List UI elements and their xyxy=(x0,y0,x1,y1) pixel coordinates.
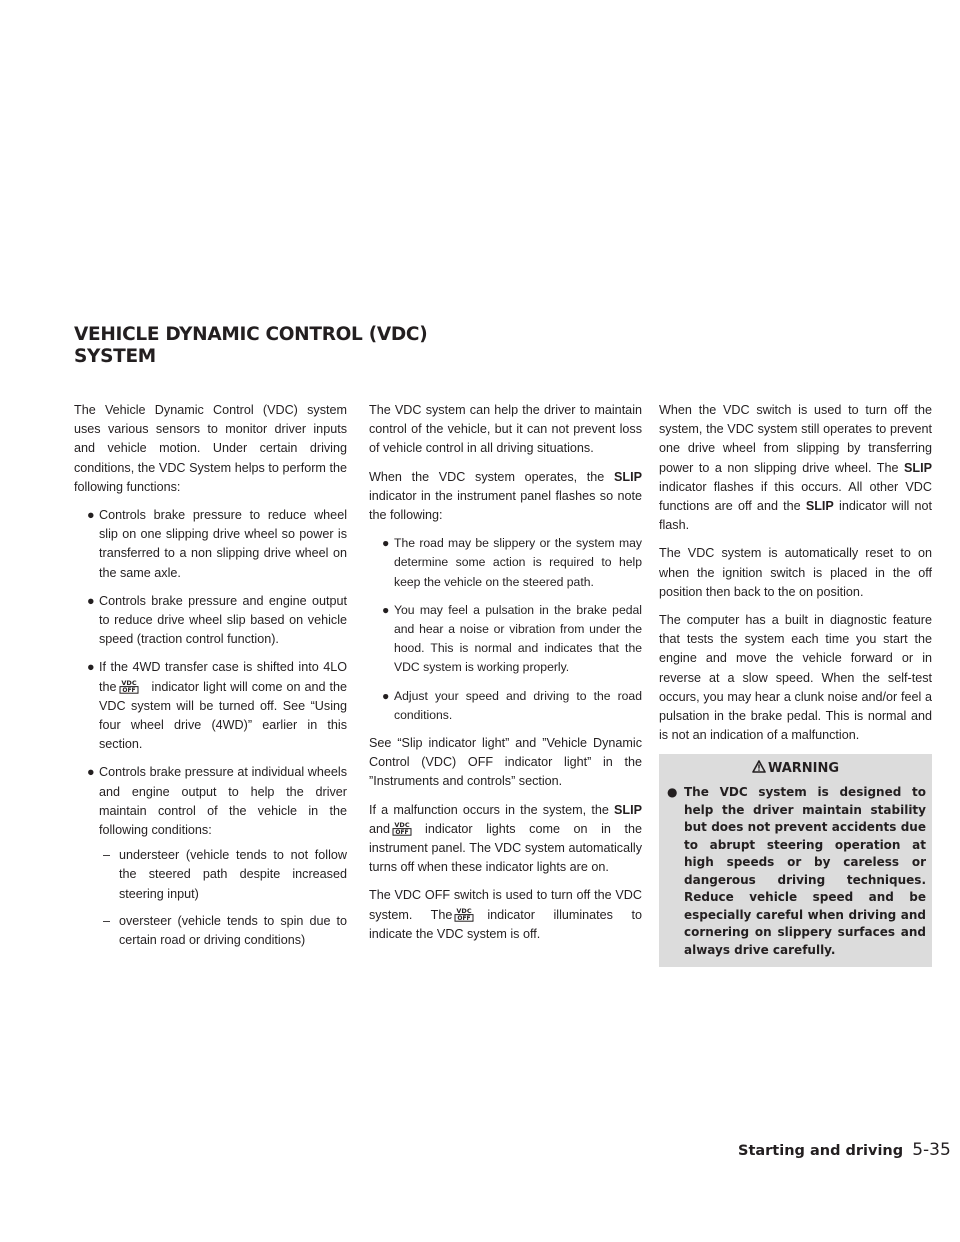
bullet-icon: ● xyxy=(87,593,95,608)
paragraph: The VDC system can help the driver to maintain control of the vehicle, but it can not prevent loss of vehicle control in all driving situations. xyxy=(369,403,642,456)
slip-term: SLIP xyxy=(614,802,642,817)
vdc-off-indicator-icon xyxy=(119,679,139,694)
page-number: 5-35 xyxy=(912,1140,951,1160)
vdc-off-indicator-icon xyxy=(454,907,474,922)
footer-section-name: Starting and driving xyxy=(738,1143,904,1159)
slip-term: SLIP xyxy=(614,469,643,484)
warning-box xyxy=(659,754,932,967)
column-1 xyxy=(74,401,347,959)
list-item: ● You may feel a pulsation in the brake pedal and hear a noise or vibration from under the hood. This is normal and indicates that the VDC system is working properly. xyxy=(382,602,642,675)
section-title: VEHICLE DYNAMIC CONTROL (VDC) SYSTEM xyxy=(74,324,428,367)
slip-term: SLIP xyxy=(805,499,834,514)
paragraph: See “Slip indicator light” and ”Vehicle Dynamic Control (VDC) OFF indicator light” in the ”Instruments and controls” section. xyxy=(369,736,642,789)
paragraph: If a malfunction occurs in the system, the SLIP and indicator lights come on in the instrument panel. The VDC system automatically turns off when these indicator lights are on. xyxy=(369,802,642,875)
paragraph: The VDC OFF switch is used to turn off the VDC system. The indicator illuminates to indicate the VDC system is off. xyxy=(369,888,642,941)
paragraph: When the VDC switch is used to turn off the system, the VDC system still operates to prevent one drive wheel from slipping by transferring power to a non slipping drive wheel. The SLIP indicator flashes if this occurs. All other VDC functions are off and the SLIP indicator will not flash. xyxy=(659,403,932,533)
list-item: ● If the 4WD transfer case is shifted into 4LO the indicator light will come on and the VDC system will be turned off. See “Using four wheel drive (4WD)” earlier in this section. xyxy=(87,660,347,752)
paragraph: The VDC system is automatically reset to on when the ignition switch is placed in the off position then back to the on position. xyxy=(659,546,932,599)
column-3 xyxy=(659,401,932,967)
list-item: ● Controls brake pressure at individual wheels and engine output to help the driver maintain control of the vehicle in the following conditions: – understeer (vehicle tends to not follow the steered path despite increased steering input) – oversteer (vehicle tends to spin due to certain road or driving conditions) xyxy=(74,763,347,950)
warning-heading: WARNING xyxy=(665,760,926,778)
vdc-off-indicator-icon xyxy=(392,821,412,836)
list-item: – oversteer (vehicle tends to spin due to certain road or driving conditions) xyxy=(103,913,347,948)
function-list xyxy=(74,506,347,950)
bullet-icon: ● xyxy=(667,785,678,800)
warning-list xyxy=(665,784,926,959)
condition-list xyxy=(99,846,347,950)
page-footer xyxy=(738,1140,951,1160)
dash-icon: – xyxy=(103,913,111,928)
slip-term: SLIP xyxy=(904,460,932,475)
paragraph: When the VDC system operates, the SLIP indicator in the instrument panel flashes so note the following: xyxy=(369,469,643,523)
intro-paragraph: The Vehicle Dynamic Control (VDC) system uses various sensors to monitor driver inputs and vehicle motion. Under certain driving conditions, the VDC System helps to perform the following functions: xyxy=(74,403,347,494)
warning-triangle-icon xyxy=(752,760,766,773)
list-item: – understeer (vehicle tends to not follow the steered path despite increased steering input) xyxy=(103,848,347,901)
bullet-icon: ● xyxy=(382,602,390,617)
dash-icon: – xyxy=(103,848,111,863)
list-item: ● Controls brake pressure and engine output to reduce drive wheel slip based on vehicle speed (traction control function). xyxy=(87,593,347,647)
list-item: ● Controls brake pressure to reduce wheel slip on one slipping drive wheel so power is transferred to a non slipping drive wheel on the same axle. xyxy=(87,508,347,580)
bullet-icon: ● xyxy=(87,660,95,675)
bullet-icon: ● xyxy=(382,536,390,551)
list-item: ● Adjust your speed and driving to the road conditions. xyxy=(382,688,642,722)
bullet-icon: ● xyxy=(382,688,390,703)
column-2 xyxy=(369,401,642,953)
note-list xyxy=(369,534,642,725)
bullet-icon: ● xyxy=(87,508,95,523)
list-item: ● The VDC system is designed to help the driver maintain stability but does not prevent accidents due to abrupt steering operation at high speeds or by careless or dangerous driving techniques. Reduce vehicle speed and be especially careful when driving and cornering on slippery surfaces and always drive carefully. xyxy=(667,785,926,957)
list-item: ● The road may be slippery or the system may determine some action is required to help keep the vehicle on the steered path. xyxy=(382,536,642,589)
paragraph: The computer has a built in diagnostic feature that tests the system each time you start the engine and move the vehicle forward or in reverse at a slow speed. When the self-test occurs, you may hear a clunk noise and/or feel a pulsation in the brake pedal. This is normal and is not an indication of a malfunction. xyxy=(659,613,932,743)
bullet-icon: ● xyxy=(87,765,95,780)
